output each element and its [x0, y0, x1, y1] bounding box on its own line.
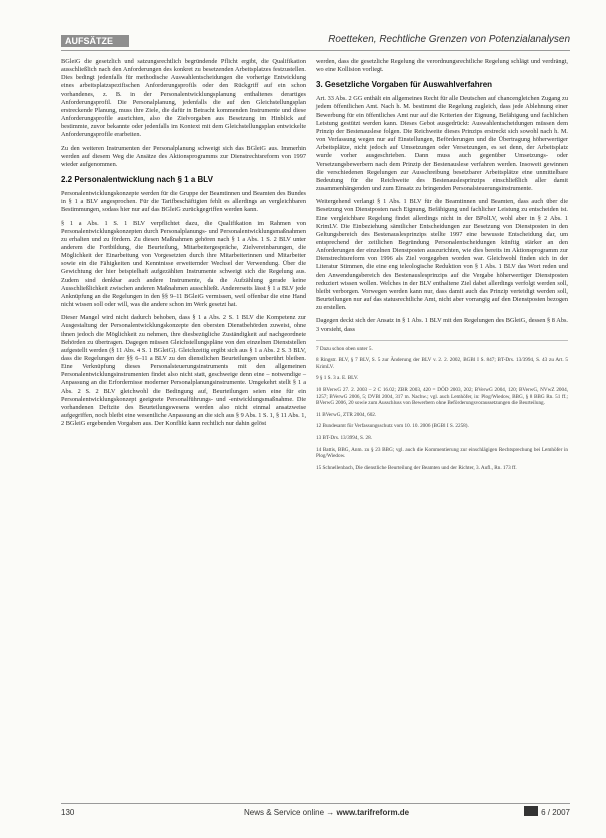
footnote: 11 BVerwG, ZTR 2004, 602.: [316, 411, 377, 418]
paragraph: Dieser Mangel wird nicht dadurch behoben, dass § 1 a Abs. 2 S. 1 BLV die Kompetenz zur Ausgestaltung der Personalentwicklungskonzepte den obersten Dienstbehörden zuweist, ohne ihnen jedoch die Möglichkeit zu nehmen, ihre diesbezügliche Zuständigkeit auf nachgeordnete Behörden zu übertragen. Dagegen müssen Gleichstellungspläne von den einzelnen Dienststellen aufgestellt werden (§ 11 Abs. 4 S. 1 BGleiG). Gleichzeitig ergibt sich aus § 1 a Abs. 2 S. 3 BLV, dass die Regelungen der §§ 6–11 a BLV zu den dienstlichen Beurteilungen unberührt bleiben. Eine Verknüpfung dieses Personalsteuerungsinstruments mit den allgemeinen Personalentwicklungsinstrumenten findet also nicht statt, geschweige denn eine – notwendige – Anpassung an die Erfordernisse moderner Personalplanungsinstrumente. Umgekehrt stellt § 1 a Abs. 2 S. 2 BLV gleichwohl die Bedingung auf, Beurteilungen seien eine für ein Personalentwicklungskonzept geeignete Personalführungs- und -entwicklungsmaßnahme. Die vorhandenen Defizite des Beurteilungswesens werden also nicht einmal ansatzweise aufgegriffen, noch bleibt eine wesentliche Anpassung an die sich aus § 9 Abs. 1 S. 1, § 11 Abs. 1, 2 BGleiG ergebenden Vorgaben aus. Der Konflikt kann rechtlich nur dahin gelöst: [61, 314, 307, 428]
paragraph: § 1 a Abs. 1 S. 1 BLV verpflichtet dazu, die Qualifikation im Rahmen von Personalentwicklungskonzepten durch Personalplanungs- und Personalentwicklungsmaßnahmen zu erhalten und zu fördern. Zu diesen Maßnahmen gehören nach § 1 a Abs. 1 S. 2 BLV unter anderem die Fortbildung, die Beurteilung, Mitarbeitergespräche, Zielvereinbarungen, die Möglichkeit der Einarbeitung von Vorgesetzten durch ihre Mitarbeiterinnen und Mitarbeiter sowie ein die Fähigkeiten und Kenntnisse erweiternder Wechsel der Verwendung. Über die Gewichtung der hier beispielhaft aufgezählten Instrumente schweigt sich die Regelung aus. Zudem sind denkbar auch andere Instrumente, da die Aufzählung gerade keine Ausschließlichkeit zwischen anderen Maßnahmen ausschließt. Andererseits lässt § 1 a BLV jede Anknüpfung an die Regelungen in den §§ 9–11 BGleiG vermissen, weil offenbar die eine Hand nicht wissen soll oder will, was die andere schon im Werk gesetzt hat.: [61, 219, 306, 309]
paragraph: werden, dass die gesetzliche Regelung die verordnungsrechtliche Regelung schlägt und verdrängt, wo eine Kollision vorliegt.: [316, 58, 568, 74]
issue-number: 6 / 2007: [541, 808, 570, 817]
footnote: 13 BT-Drs. 13/3994, S. 28.: [316, 435, 373, 442]
footnote: 12 Bundesamt für Verfassungsschutz vom 10. 10. 2006 (BGBl I S. 2258).: [316, 423, 469, 430]
paragraph: Art. 33 Abs. 2 GG enthält ein allgemeines Recht für alle Deutschen auf chancengleichen Zugang zu jedem öffentlichen Amt. Nach h. M. bestimmt die Regelung zugleich, dass jede Ablehnung einer Bewerbung für ein öffentliches Amt nur auf die Kriterien der Eignung, Befähigung und fachlichen Leistung gestützt werden kann. Dieses Gebot ausgedrückt: Auswahlentscheidungen müssen dem Prinzip der Bestenauslese folgen. Die Reichweite dieses Prinzips erstreckt sich sowohl nach h. M. von Verfassung wegen nur auf Einstellungen, Beförderungen und die Übertragung höherwertiger Arbeitsplätze, nicht jedoch auf Umsetzungen oder Versetzungen, es sei denn, der Arbeitsplatz wurde vorher ausgeschrieben. Dann muss auch gegenüber Umsetzungs- oder Versetzungsbewerbern nach dem Prinzip der Bestenauslese verfahren werden. Insoweit gewinnen die verschiedenen Regelungen zur Ausschreibung besetzbarer Arbeitsplätze eine unmittelbare Bedeutung für die Reichweite des Bestenauslesprinzips einschließlich aller damit zusammenhängenden und zum Einsatz zu bringenden Personalsteuerungsinstrumente.: [316, 95, 568, 193]
paragraph: BGleiG die gesetzlich und satzungsrechtlich begründende Pflicht ergibt, die Qualifikation ausschließlich nach den Anforderungen des konkret zu besetzenden Arbeitsplatzes festzustellen. Dies bedingt jedenfalls für methodische Auswahlentscheidungen die vorherige Entwicklung eines arbeitsplatzspezifischen Anforderungsprofils oder den Rückgriff auf ein schon vorhandenes, z. B. in der Personalentwicklungsplanung enthaltenes derartiges Anforderungsprofil. Die Personalplanung, jedenfalls die auf den Gleichstellungsplan erstreckende Planung, muss ihre Ziele, die dafür in Betracht kommenden Instrumente und diese Anforderungsprofile ausrichten, also die Zielvorgaben aus Besetzung im Hinblick auf bestimmte, zuvor bekannte oder jedenfalls im Kontext mit dem Gleichstellungsplan entwickelte Anforderungsprofile erarbeiten.: [61, 58, 306, 139]
left-column: [61, 58, 306, 433]
page-number: 130: [61, 808, 75, 817]
footer-news: News & Service online → www.tarifreform.de: [244, 808, 410, 817]
right-column: [316, 58, 568, 476]
footnote: 10 BVerwG 27. 2. 2003 – 2 C 16.02; ZBR 2003, 420 = DÖD 2003, 202; BVerwG 2004, 120; BVerwG, NVwZ 2004, 1257; BVerwG 2006, 5; DVBl 2004, 317 m. Nachw.; vgl. auch Lemhöfer, in: Plog/Wiedow, BBG, § 8 BBG Rn. 51 ff.; BVerwG 2006, 20 sowie zum Ausschluss von Bewerbern ohne Beförderungsvoraussetzungen die Beurteilung.: [316, 387, 568, 407]
section-heading: 3. Gesetzliche Vorgaben für Auswahlverfahren: [316, 80, 493, 90]
footnote: 15 Schnellenbach, Die dienstliche Beurteilung der Beamten und der Richter, 3. Aufl., Rn. 173 ff.: [316, 464, 517, 471]
footer-rule: [61, 803, 570, 804]
paragraph: Personalentwicklungskonzepte werden für die Gruppe der Beamtinnen und Beamten des Bundes in § 1 a BLV angesprochen. Für die Tarifbeschäftigten fehlt es allerdings an vergleichbaren Bestimmungen, sodass hier nur auf das BGleiG zurückgegriffen werden kann.: [61, 190, 306, 214]
footnote: 8 Ringstr. BLV, § 7 BLV, S. 5 zur Änderung der BLV v. 2. 2. 2002, BGBl I S. 847; BT-Drs. 13/3994, S. 43 zu Art. 5 KrimLV.: [316, 357, 568, 370]
section-tag: AUFSÄTZE: [61, 35, 129, 47]
running-header-title: Roetteken, Rechtliche Grenzen von Potenzialanalysen: [328, 34, 570, 45]
footer-news-prefix: News & Service online: [244, 808, 325, 817]
footnote-separator: [316, 340, 568, 341]
header-rule: [61, 50, 570, 51]
section-heading: 2.2 Personalentwicklung nach § 1 a BLV: [61, 175, 213, 185]
publisher-logo-icon: [524, 806, 538, 816]
paragraph: Dagegen deckt sich der Ansatz in § 1 Abs. 1 BLV mit den Regelungen des BGleiG, dessen § 8 Abs. 3 vorsieht, dass: [316, 317, 568, 333]
paragraph: Zu den weiteren Instrumenten der Personalplanung schweigt sich das BGleiG aus. Immerhin werden auf diesem Weg die Ansätze des Aktionsprogramms zur Dienstrechtsreform von 1997 wieder aufgenommen.: [61, 144, 306, 168]
footnote: 7 Dazu schon oben unter 5.: [316, 345, 373, 352]
footnote: 14 Battis, BBG, Anm. zu § 23 BBG; vgl. auch die Kommentierung zur einschlägigen Rechtsprechung bei Lemhöfer in Plog/Wiedow.: [316, 446, 568, 460]
footnotes: [316, 346, 568, 472]
footnote: 9 § 1 S. 3 a. E. BLV.: [316, 375, 359, 382]
paragraph: Weitergehend verlangt § 1 Abs. 1 BLV für die Beamtinnen und Beamten, dass auch über die Besetzung von Dienstposten nach Eignung, Befähigung und fachlicher Leistung zu entscheiden ist. Eine vergleichbare Regelung findet allerdings nicht in der BPolLV, wohl aber in § 2 Abs. 1 KrimLV. Die Einbeziehung sämtlicher Entscheidungen zur Besetzung von Dienstposten in den Geltungsbereich des Bestenauslesprinzips stellte 1997 eine bewusste Entscheidung dar, um entsprechend der zeitlichen Begründung Personalentscheidungen künftig stärker an den Anforderungen der einzelnen Dienstposten auszurichten, wie dies bereits im Aktionsprogramm zur Dienstrechtsreform von 1996 als Ziel vorgegeben worden war. Gleichwohl finden sich in der Literatur Stimmen, die eine eng teleologische Reduktion von § 1 Abs. 1 BLV das Wort reden und den Anwendungsbereich des Bestenauslesprinzips auf die Vergabe höherwertiger Dienstposten reduziert wissen wollen. Welches in der BLV enthaltene Ziel dabei allerdings verfolgt werden soll, bleibt verborgen. Vorwegen werden kann nur, dass damit auch das Prinzip verteidigt werden soll, Beurteilungen nur auf das statusrechtliche Amt, nicht aber vorrangig auf den Dienstposten bezogen zu erstellen.: [316, 198, 568, 312]
footer-url-link[interactable]: www.tarifreform.de: [336, 808, 410, 817]
